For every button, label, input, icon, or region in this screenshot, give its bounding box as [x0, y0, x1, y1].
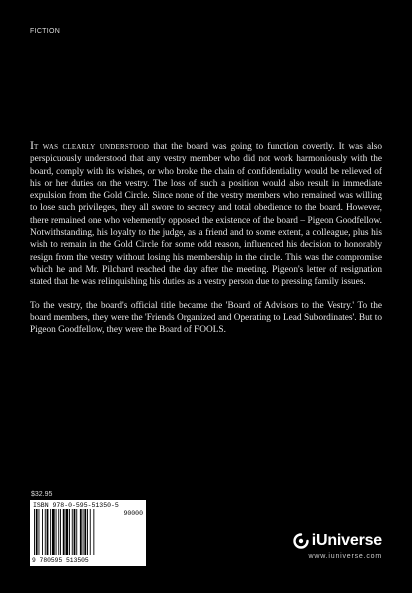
- blurb-paragraph-1-text: that the board was going to function covertly. It was also perspicuously understood that any vestry member who did not work harmoniously with the board, comply with its wishes, or who broke the chain of confidentiality would be relieved of his or her duties on the vestry. The loss of such a position would also result in immediate expulsion from the Gold Circle. Since none of the vestry members who remained was willing to lose such privileges, they all swore to secrecy and total obedience to the board. However, there remained one who vehemently opposed the existence of the board – Pigeon Goodfellow. Notwithstanding, his loyalty to the judge, as a friend and to some extent, a colleague, plus his wish to remain in the Gold Circle for some odd reason, influenced his decision to honorably resign from the vestry without losing his membership in the circle. This was the compromise which he and Mr. Pilchard reached the day after the meeting. Pigeon's letter of resignation stated that he was relinquishing his duties as a vestry person due to pressing family issues.: [30, 142, 382, 288]
- blurb-paragraph-1: [30, 139, 382, 289]
- isbn-barcode: [30, 500, 146, 566]
- ean-digits: 9 780595 513505: [32, 557, 89, 564]
- barcode-bars: [34, 509, 114, 557]
- publisher-logo: [293, 532, 382, 550]
- publisher-name: iUniverse: [311, 532, 382, 549]
- publisher-url: www.iuniverse.com: [308, 553, 382, 560]
- blurb-lead-capital: I: [30, 138, 34, 152]
- back-cover-blurb: [30, 139, 382, 347]
- iuniverse-swirl-icon: [293, 533, 309, 549]
- blurb-paragraph-2: To the vestry, the board's official title became the 'Board of Advisors to the Vestry.' To the board members, they were the 'Friends Organized and Operating to Lead Subordinates'. But to Pigeon Goodfellow, they were the Board of FOOLS.: [30, 300, 382, 336]
- blurb-lead-smallcaps: t was clearly understood: [34, 142, 150, 152]
- isbn-text: ISBN 978-0-595-51350-5: [33, 502, 119, 509]
- genre-label: FICTION: [30, 28, 61, 35]
- price-code: 90000: [123, 510, 143, 517]
- price-label: $32.95: [31, 491, 53, 498]
